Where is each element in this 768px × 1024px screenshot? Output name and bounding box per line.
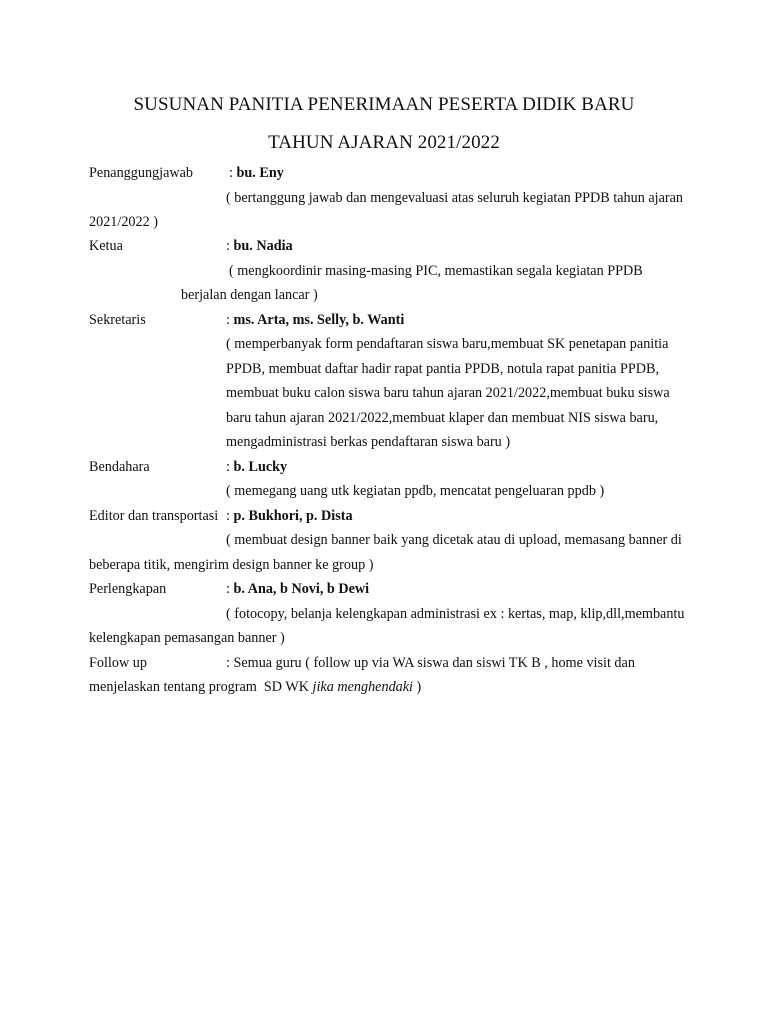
role-label-ketua: Ketua bbox=[89, 238, 123, 254]
colon: : bbox=[226, 238, 230, 254]
role-desc-editor-2: beberapa titik, mengirim design banner ke group ) bbox=[89, 557, 374, 573]
role-assignee-sekretaris bbox=[226, 311, 404, 329]
role-label-editor: Editor dan transportasi bbox=[89, 508, 219, 524]
assignee-name: bu. Eny bbox=[236, 165, 284, 181]
role-assignee-penanggungjawab bbox=[229, 164, 284, 182]
assignee-name: p. Bukhori, p. Dista bbox=[233, 508, 353, 524]
role-desc-followup-2 bbox=[89, 678, 421, 696]
role-label-bendahara: Bendahara bbox=[89, 459, 150, 475]
role-desc-ketua-2: berjalan dengan lancar ) bbox=[181, 287, 318, 303]
role-desc-perlengkapan-1: ( fotocopy, belanja kelengkapan administrasi ex : kertas, map, klip,dll,membantu bbox=[226, 606, 685, 622]
role-desc-editor-1: ( membuat design banner baik yang dicetak atau di upload, memasang banner di bbox=[226, 532, 682, 548]
role-assignee-ketua bbox=[226, 237, 293, 255]
role-label-followup: Follow up bbox=[89, 655, 147, 671]
assignee-name: bu. Nadia bbox=[233, 238, 293, 254]
followup-closing: ) bbox=[413, 679, 422, 695]
role-assignee-bendahara bbox=[226, 458, 287, 476]
role-assignee-perlengkapan bbox=[226, 580, 369, 598]
colon: : bbox=[226, 312, 230, 328]
role-desc-bendahara-1: ( memegang uang utk kegiatan ppdb, mencatat pengeluaran ppdb ) bbox=[226, 483, 605, 499]
role-assignee-editor bbox=[226, 507, 353, 525]
role-desc-perlengkapan-2: kelengkapan pemasangan banner ) bbox=[89, 630, 285, 646]
role-desc-sekretaris-5: mengadministrasi berkas pendaftaran siswa baru ) bbox=[226, 434, 511, 450]
role-desc-ketua-1: ( mengkoordinir masing-masing PIC, memastikan segala kegiatan PPDB bbox=[229, 263, 643, 279]
document-title-line-2: TAHUN AJARAN 2021/2022 bbox=[268, 132, 500, 153]
role-desc-penanggungjawab-2: 2021/2022 ) bbox=[89, 214, 158, 230]
role-desc-sekretaris-1: ( memperbanyak form pendaftaran siswa baru,membuat SK penetapan panitia bbox=[226, 336, 669, 352]
colon: : bbox=[226, 508, 230, 524]
role-label-sekretaris: Sekretaris bbox=[89, 312, 146, 328]
role-desc-sekretaris-3: membuat buku calon siswa baru tahun ajaran 2021/2022,membuat buku siswa bbox=[226, 385, 670, 401]
document-title-line-1: SUSUNAN PANITIA PENERIMAAN PESERTA DIDIK BARU bbox=[133, 94, 635, 115]
role-desc-penanggungjawab-1: ( bertanggung jawab dan mengevaluasi atas seluruh kegiatan PPDB tahun ajaran bbox=[226, 190, 684, 206]
role-label-perlengkapan: Perlengkapan bbox=[89, 581, 167, 597]
role-label-penanggungjawab: Penanggungjawab bbox=[89, 165, 194, 181]
assignee-name: b. Ana, b Novi, b Dewi bbox=[233, 581, 370, 597]
role-desc-sekretaris-2: PPDB, membuat daftar hadir rapat pantia PPDB, notula rapat panitia PPDB, bbox=[226, 361, 660, 377]
colon: : bbox=[226, 459, 230, 475]
colon: : bbox=[229, 165, 233, 181]
followup-text: menjelaskan tentang program SD WK bbox=[89, 679, 313, 695]
assignee-name: ms. Arta, ms. Selly, b. Wanti bbox=[233, 312, 405, 328]
followup-italic-text: jika menghendaki bbox=[312, 679, 413, 695]
role-desc-followup-1: : Semua guru ( follow up via WA siswa dan siswi TK B , home visit dan bbox=[226, 655, 635, 671]
colon: : bbox=[226, 581, 230, 597]
role-desc-sekretaris-4: baru tahun ajaran 2021/2022,membuat klaper dan membuat NIS siswa baru, bbox=[226, 410, 659, 426]
assignee-name: b. Lucky bbox=[233, 459, 288, 475]
